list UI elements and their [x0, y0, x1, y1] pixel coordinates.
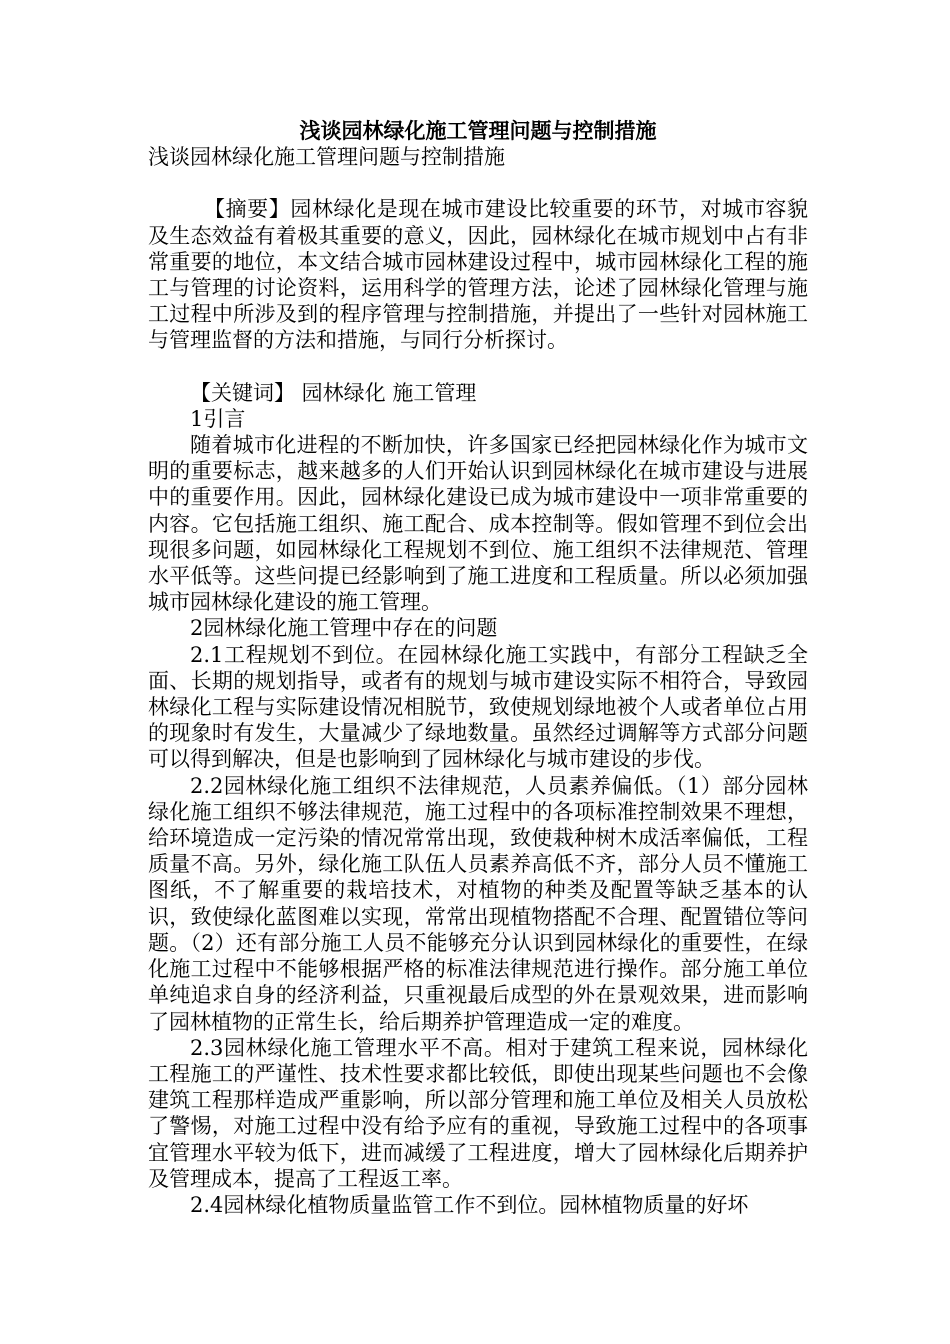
- body-paragraph: 2.4园林绿化植物质量监管工作不到位。园林植物质量的好坏: [190, 1192, 749, 1217]
- section-heading-intro: 1引言: [190, 406, 246, 431]
- body-paragraph: 随着城市化进程的不断加快，许多国家已经把园林绿化作为城市文明的重要标志，越来越多的人们开始认识到园林绿化在城市建设与进展中的重要作用。因此，园林绿化建设已成为城市建设中一项非常重要的内容。它包括施工组织、施工配合、成本控制等。假如管理不到位会出现很多问题，如园林绿化工程规划不到位、施工组织不法律规范、管理水平低等。这些问提已经影响到了施工进度和工程质量。所以必须加强城市园林绿化建设的施工管理。: [148, 433, 808, 615]
- spacer: [148, 170, 808, 196]
- document-subtitle: 浅谈园林绿化施工管理问题与控制措施: [148, 145, 505, 170]
- body-paragraph: 2.2园林绿化施工组织不法律规范，人员素养偏低。（1）部分园林绿化施工组织不够法律规范，施工过程中的各项标准控制效果不理想，给环境造成一定污染的情况常常出现，致使栽种树木成活率偏低，工程质量不高。另外，绿化施工队伍人员素养高低不齐，部分人员不懂施工图纸，不了解重要的栽培技术，对植物的种类及配置等缺乏基本的认识，致使绿化蓝图难以实现，常常出现植物搭配不合理、配置错位等问题。（2）还有部分施工人员不能够充分认识到园林绿化的重要性，在绿化施工过程中不能够根据严格的标准法律规范进行操作。部分施工单位单纯追求自身的经济利益，只重视最后成型的外在景观效果，进而影响了园林植物的正常生长，给后期养护管理造成一定的难度。: [148, 773, 808, 1034]
- keywords-line: 【关键词】 园林绿化 施工管理: [190, 380, 477, 405]
- section-heading-problems: 2园林绿化施工管理中存在的问题: [190, 616, 498, 641]
- abstract-paragraph: 【摘要】园林绿化是现在城市建设比较重要的环节，对城市容貌及生态效益有着极其重要的意义，因此，园林绿化在城市规划中占有非常重要的地位，本文结合城市园林建设过程中，城市园林绿化工程的施工与管理的讨论资料，运用科学的管理方法，论述了园林绿化管理与施工过程中所涉及到的程序管理与控制措施，并提出了一些针对园林施工与管理监督的方法和措施，与同行分析探讨。: [148, 197, 808, 353]
- body-paragraph: 2.3园林绿化施工管理水平不高。相对于建筑工程来说，园林绿化工程施工的严谨性、技术性要求都比较低，即使出现某些问题也不会像建筑工程那样造成严重影响，所以部分管理和施工单位及相关人员放松了警惕，对施工过程中没有给予应有的重视，导致施工过程中的各项事宜管理水平较为低下，进而减缓了工程进度，增大了园林绿化后期养护及管理成本，提高了工程返工率。: [148, 1035, 808, 1191]
- document-title: 浅谈园林绿化施工管理问题与控制措施: [299, 118, 657, 143]
- document-page: [148, 118, 808, 1218]
- spacer: [148, 354, 808, 380]
- body-paragraph: 2.1工程规划不到位。在园林绿化施工实践中，有部分工程缺乏全面、长期的规划指导，或者有的规划与城市建设实际不相符合，导致园林绿化工程与实际建设情况相脱节，致使规划绿地被个人或者单位占用的现象时有发生，大量减少了绿地数量。虽然经过调解等方式部分问题可以得到解决，但是也影响到了园林绿化与城市建设的步伐。: [148, 642, 808, 772]
